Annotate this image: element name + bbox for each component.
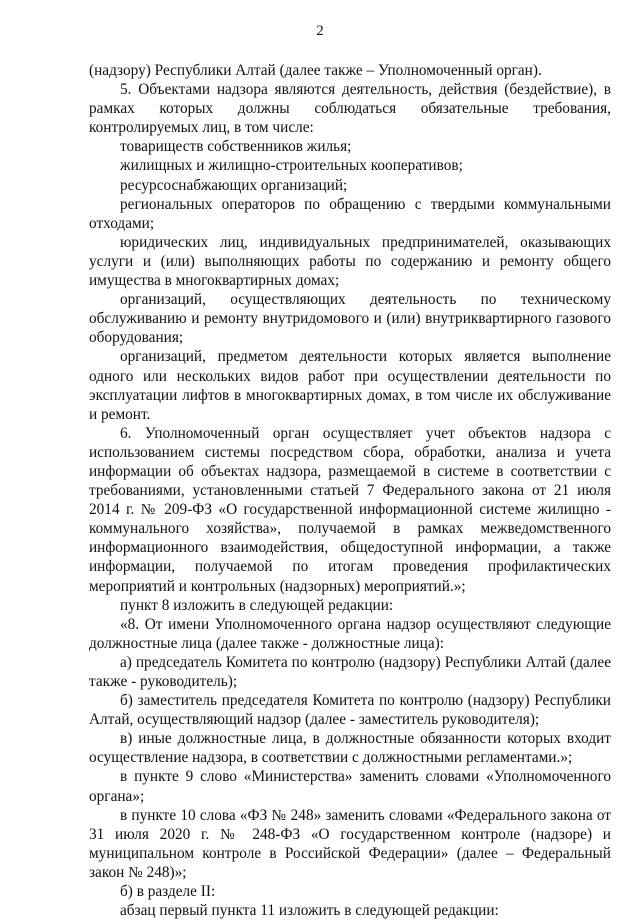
paragraph-item-5: 5. Объектами надзора являются деятельность, действия (бездействие), в рамках которых должны соблюдаться обязательные требования, контролируемых лиц, в том числе: xyxy=(89,81,611,137)
paragraph-section-2: б) в разделе II: xyxy=(120,883,216,901)
paragraph-point-8-intro: пункт 8 изложить в следующей редакции: xyxy=(120,596,394,614)
paragraph-point-9: в пункте 9 слово «Министерства» заменить словами «Уполномоченного органа»; xyxy=(89,768,611,805)
paragraph-gas-equipment: организаций, осуществляющих деятельность по техническому обслуживанию и ремонту внутридомового и (или) внутриквартирного газового оборудования; xyxy=(89,291,611,347)
paragraph-waste-operators: региональных операторов по обращению с твердыми коммунальными отходами; xyxy=(89,195,611,232)
paragraph-legal-entities: юридических лиц, индивидуальных предпринимателей, оказывающих услуги и (или) выполняющих работы по содержанию и ремонту общего имущества в многоквартирных домах; xyxy=(89,233,611,290)
paragraph-elevators: организаций, предметом деятельности которых является выполнение одного или нескольких видов работ при осуществлении деятельности по эксплуатации лифтов в многоквартирных домах, в том числе их обслуживание и ремонт. xyxy=(89,348,611,423)
paragraph-8c: в) иные должностные лица, в должностные обязанности которых входит осуществление надзора, в соответствии с должностными регламентами.»; xyxy=(89,730,611,767)
page-number: 2 xyxy=(316,23,324,39)
paragraph-point-8: «8. От имени Уполномоченного органа надзор осуществляют следующие должностные лица (далее также - должностные лица): xyxy=(89,615,611,652)
paragraph-continuation: (надзору) Республики Алтай (далее также – Уполномоченный орган). xyxy=(89,62,542,79)
paragraph-cooperatives: жилищных и жилищно-строительных кооперативов; xyxy=(120,157,463,175)
paragraph-point-11: абзац первый пункта 11 изложить в следующей редакции: xyxy=(120,902,499,920)
paragraph-8a: а) председатель Комитета по контролю (надзору) Республики Алтай (далее также - руководитель); xyxy=(89,653,611,690)
paragraph-8b: б) заместитель председателя Комитета по контролю (надзору) Республики Алтай, осуществляющий надзор (далее - заместитель руководителя); xyxy=(89,692,611,729)
document-body xyxy=(89,61,611,920)
paragraph-item-6: 6. Уполномоченный орган осуществляет учет объектов надзора с использованием системы посредством сбора, обработки, анализа и учета информации об объектах надзора, размещаемой в системе в соответствии с требованиями, установленными статьей 7 Федерального закона от 21 июля 2014 г. № 209-ФЗ «О государственной информационной системе жилищно - коммунального хозяйства», получаемой в рамках межведомственного информационного взаимодействия, общедоступной информации, а также информации, получаемой по итогам проведения профилактических мероприятий и контрольных (надзорных) мероприятий.»; xyxy=(89,424,611,595)
paragraph-resource-suppliers: ресурсоснабжающих организаций; xyxy=(120,176,348,194)
paragraph-point-10: в пункте 10 слова «ФЗ № 248» заменить словами «Федерального закона от 31 июля 2020 г. № 248-ФЗ «О государственном контроле (надзоре) и муниципальном контроле в Российской Федерации» (далее – Федеральный закон № 248)»; xyxy=(89,806,611,881)
paragraph-hoa: товариществ собственников жилья; xyxy=(120,138,352,156)
